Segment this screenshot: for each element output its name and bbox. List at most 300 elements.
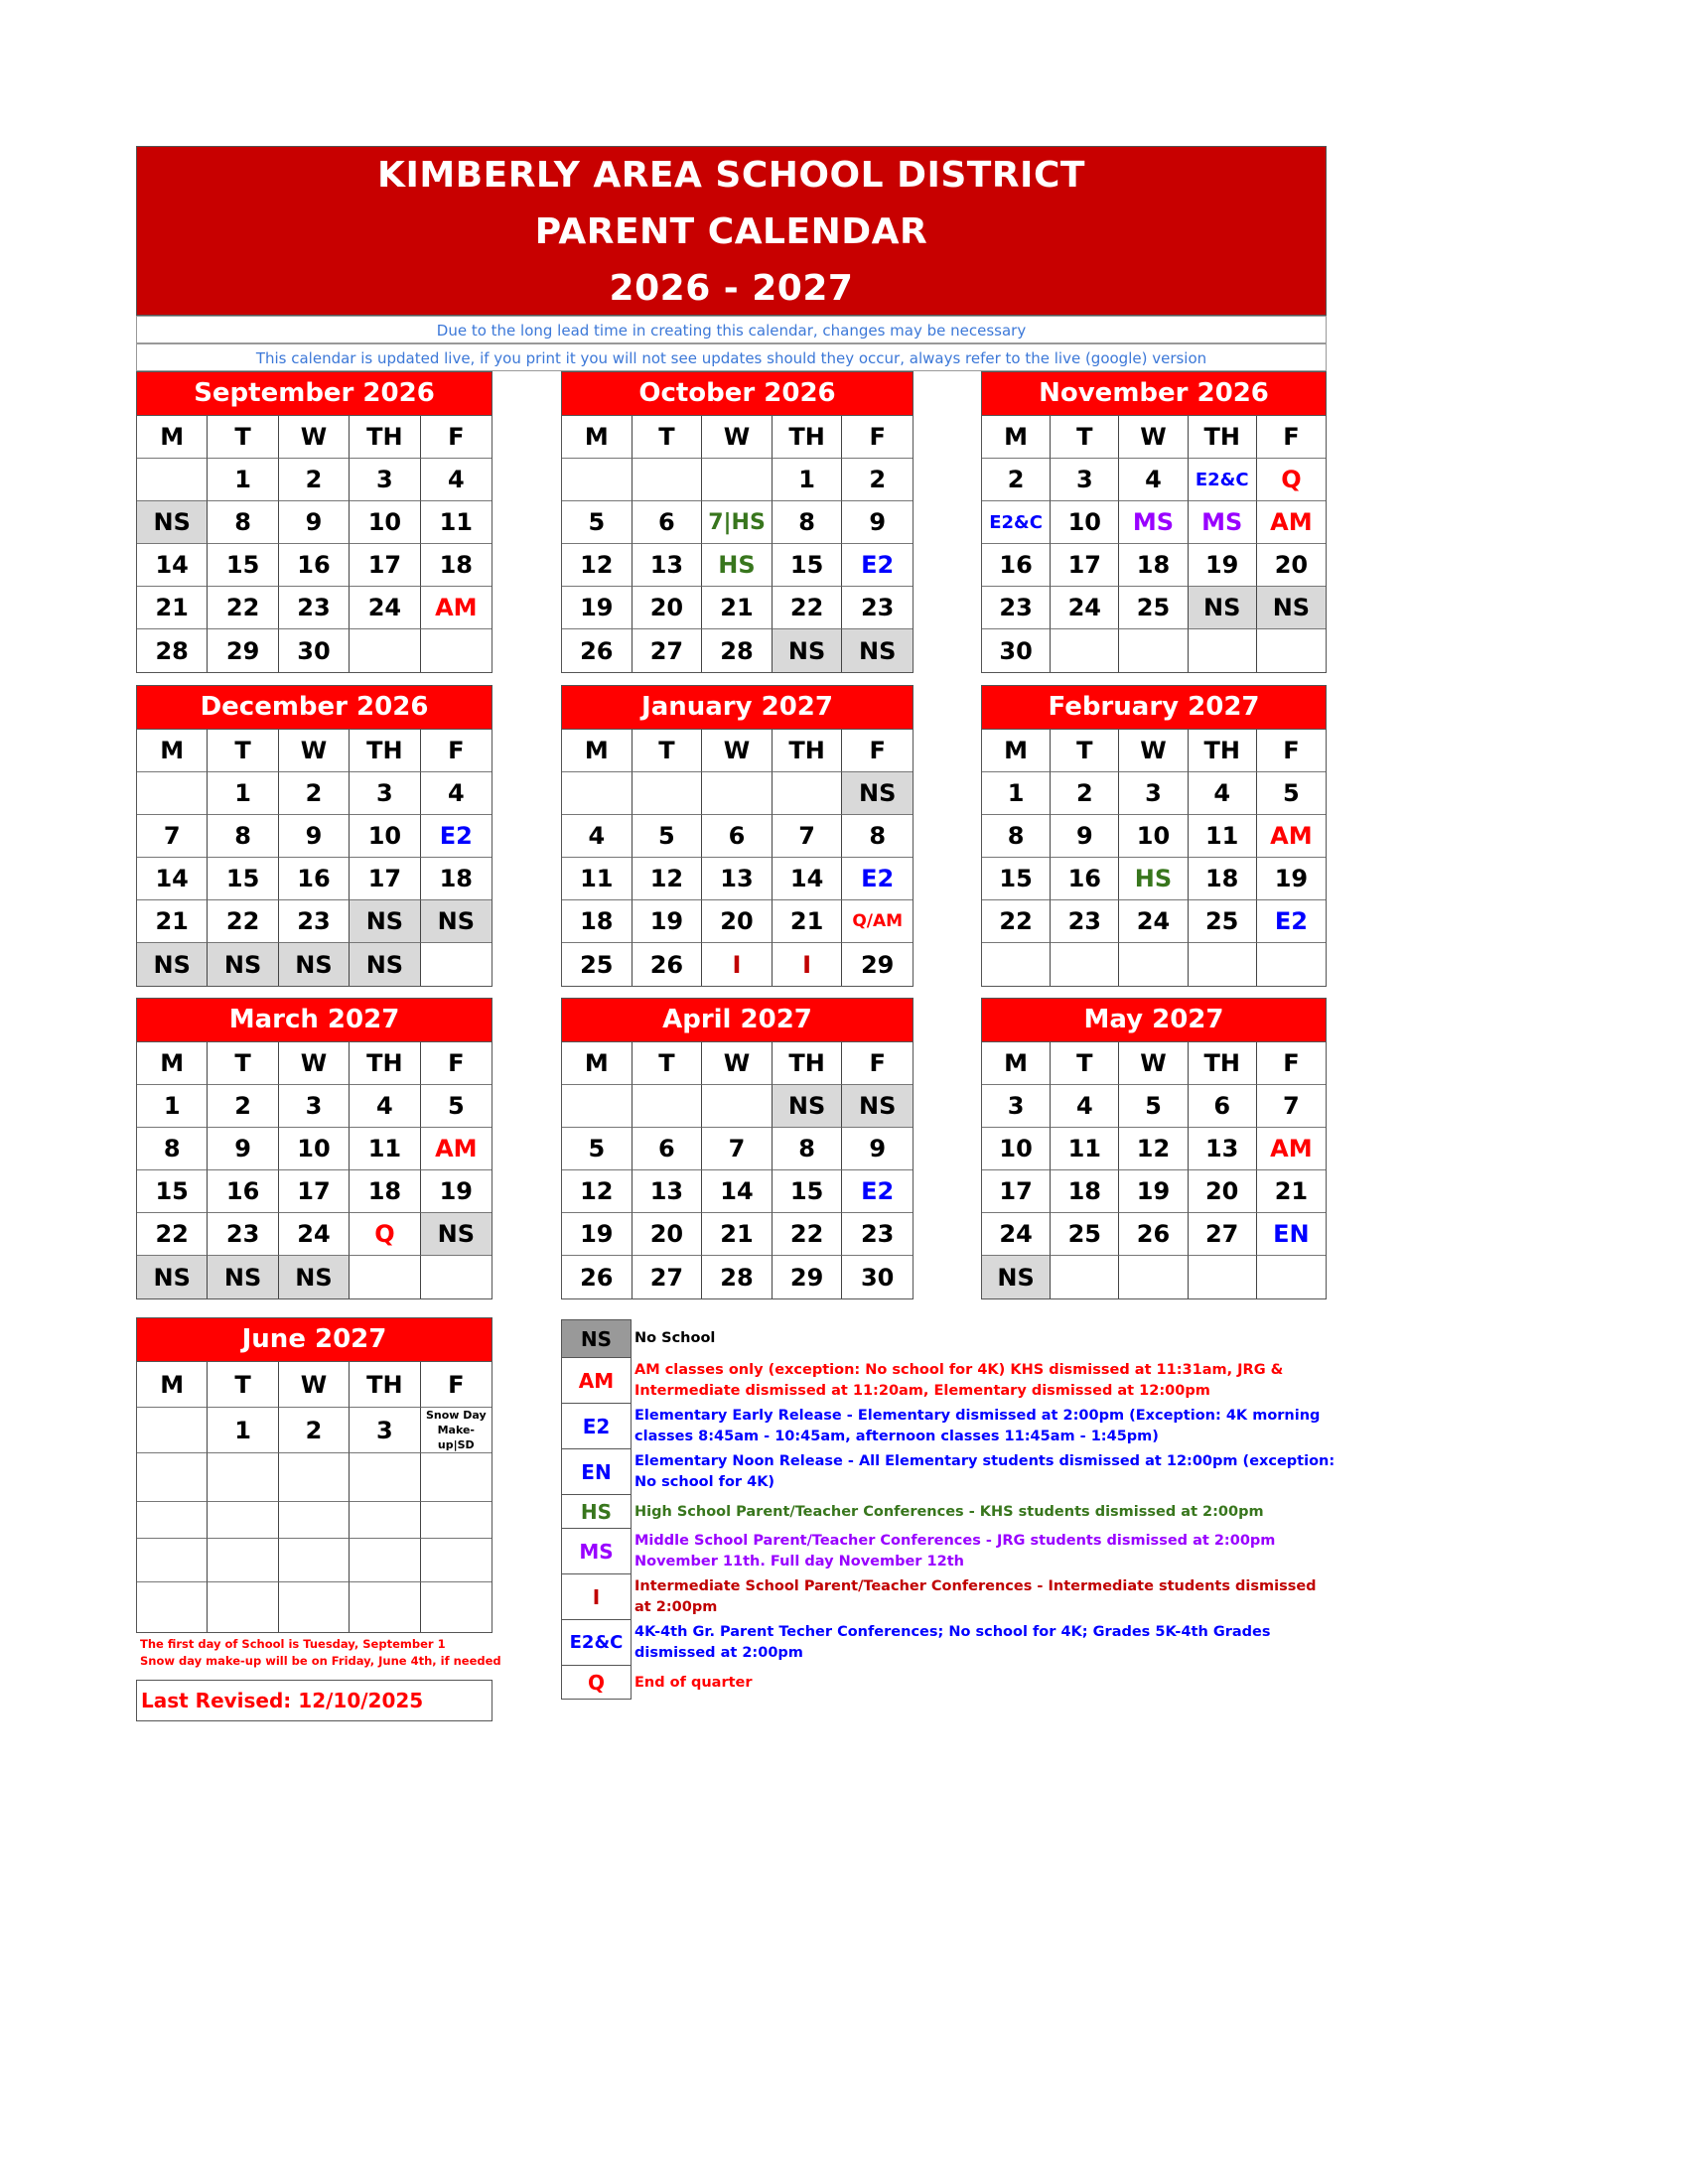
- month-title: April 2027: [562, 999, 913, 1042]
- day-cell: 3: [1119, 772, 1188, 815]
- legend-row: [561, 1404, 1336, 1449]
- legend-description: End of quarter: [634, 1674, 753, 1691]
- day-cell: [982, 943, 1051, 986]
- day-cell: 24: [1119, 900, 1188, 943]
- day-cell: 8: [773, 501, 843, 544]
- weekday-header: TH: [350, 1042, 420, 1085]
- day-cell: 5: [562, 501, 633, 544]
- month-october-2026: [561, 371, 914, 673]
- day-cell: 14: [702, 1170, 773, 1213]
- day-cell: 19: [562, 1213, 633, 1256]
- day-cell: [562, 459, 633, 501]
- day-cell-ns: NS: [773, 1085, 843, 1128]
- day-cell: 23: [982, 587, 1051, 629]
- day-cell: 9: [279, 815, 350, 858]
- weekday-header: W: [702, 730, 773, 772]
- day-cell: 24: [350, 587, 420, 629]
- day-cell: 1: [208, 772, 278, 815]
- day-cell: [1051, 629, 1119, 672]
- month-february-2027: [981, 685, 1327, 987]
- day-cell: 23: [1051, 900, 1119, 943]
- day-cell: [1257, 943, 1326, 986]
- month-title: June 2027: [137, 1318, 492, 1362]
- weekday-header: F: [1257, 1042, 1326, 1085]
- day-cell: 23: [208, 1213, 278, 1256]
- weekday-header: F: [842, 1042, 913, 1085]
- legend-row: [561, 1666, 1336, 1700]
- weekday-header: T: [208, 1042, 278, 1085]
- legend-code: I: [561, 1574, 632, 1620]
- day-cell-en: EN: [1257, 1213, 1326, 1256]
- day-cell: 9: [842, 1128, 913, 1170]
- day-cell: 23: [842, 587, 913, 629]
- day-cell-ns: NS: [842, 629, 913, 672]
- day-cell-e2c: E2&C: [982, 501, 1051, 544]
- weekday-header: F: [1257, 416, 1326, 459]
- weekday-header: M: [982, 730, 1051, 772]
- month-title: September 2026: [137, 372, 492, 416]
- day-cell-am: AM: [1257, 501, 1326, 544]
- legend-row: [561, 1358, 1336, 1404]
- day-cell: 7: [137, 815, 208, 858]
- day-cell: [137, 1408, 208, 1453]
- day-cell: 25: [1051, 1213, 1119, 1256]
- day-cell: 16: [1051, 858, 1119, 900]
- day-cell: 20: [633, 1213, 703, 1256]
- day-cell: 26: [562, 629, 633, 672]
- day-cell: 20: [702, 900, 773, 943]
- day-cell: [1051, 1256, 1119, 1298]
- day-cell-am: AM: [1257, 815, 1326, 858]
- weekday-header: F: [421, 730, 492, 772]
- day-cell: 11: [1189, 815, 1257, 858]
- weekday-header: W: [279, 730, 350, 772]
- day-cell: [1257, 1256, 1326, 1298]
- day-cell: [208, 1582, 278, 1632]
- day-cell: 18: [350, 1170, 420, 1213]
- day-cell: 21: [773, 900, 843, 943]
- day-cell: 3: [1051, 459, 1119, 501]
- day-cell: [633, 772, 703, 815]
- day-cell: 19: [421, 1170, 492, 1213]
- school-year: 2026 - 2027: [609, 268, 854, 309]
- weekday-header: F: [421, 416, 492, 459]
- day-cell: 19: [1257, 858, 1326, 900]
- day-cell: [1119, 629, 1188, 672]
- last-revised: Last Revised: 12/10/2025: [136, 1680, 492, 1721]
- day-cell: 23: [279, 900, 350, 943]
- day-cell: [421, 1453, 492, 1502]
- day-cell: 21: [137, 900, 208, 943]
- day-cell: 1: [773, 459, 843, 501]
- weekday-header: M: [562, 1042, 633, 1085]
- day-cell: 19: [1189, 544, 1257, 587]
- day-cell: 5: [1257, 772, 1326, 815]
- day-cell: 24: [279, 1213, 350, 1256]
- month-january-2027: [561, 685, 914, 987]
- day-cell: 15: [137, 1170, 208, 1213]
- day-cell-ns: NS: [137, 1256, 208, 1298]
- weekday-header: T: [1051, 416, 1119, 459]
- day-cell: 2: [1051, 772, 1119, 815]
- day-cell: [208, 1539, 278, 1582]
- day-cell-e2: E2: [421, 815, 492, 858]
- legend-code: MS: [561, 1529, 632, 1574]
- legend-description: Intermediate School Parent/Teacher Conferences - Intermediate students dismissed at 2:00pm: [634, 1578, 1317, 1615]
- day-cell: 23: [279, 587, 350, 629]
- day-cell: 9: [842, 501, 913, 544]
- weekday-header: TH: [350, 416, 420, 459]
- day-cell-ms: MS: [1189, 501, 1257, 544]
- day-cell: 14: [137, 544, 208, 587]
- day-cell: 15: [208, 544, 278, 587]
- legend-description: No School: [634, 1330, 716, 1346]
- day-cell: [421, 1502, 492, 1539]
- day-cell: 28: [702, 629, 773, 672]
- day-cell: 26: [633, 943, 703, 986]
- month-december-2026: [136, 685, 492, 987]
- weekday-header: F: [421, 1042, 492, 1085]
- day-cell-ns: NS: [982, 1256, 1051, 1298]
- day-cell: 8: [982, 815, 1051, 858]
- day-cell: [1189, 629, 1257, 672]
- day-cell: 12: [633, 858, 703, 900]
- legend-description: High School Parent/Teacher Conferences - KHS students dismissed at 2:00pm: [634, 1503, 1264, 1520]
- changes-notice: Due to the long lead time in creating this calendar, changes may be necessary: [136, 316, 1327, 343]
- day-cell: [702, 1085, 773, 1128]
- day-cell-ns: NS: [421, 1213, 492, 1256]
- day-cell: 18: [562, 900, 633, 943]
- day-cell-ns: NS: [1189, 587, 1257, 629]
- day-cell: 16: [208, 1170, 278, 1213]
- day-cell: [562, 1085, 633, 1128]
- day-cell-q: Q: [1257, 459, 1326, 501]
- day-cell-ns: NS: [350, 900, 420, 943]
- day-cell: [350, 1582, 420, 1632]
- legend: [561, 1319, 1336, 1700]
- day-cell: 2: [982, 459, 1051, 501]
- month-title: May 2027: [982, 999, 1326, 1042]
- day-cell-e2: E2: [1257, 900, 1326, 943]
- day-cell: 8: [842, 815, 913, 858]
- day-cell: 22: [137, 1213, 208, 1256]
- weekday-header: W: [279, 1362, 350, 1408]
- day-cell: 6: [1189, 1085, 1257, 1128]
- day-cell: 28: [702, 1256, 773, 1298]
- day-cell: 8: [773, 1128, 843, 1170]
- legend-code: HS: [561, 1495, 632, 1529]
- weekday-header: F: [842, 416, 913, 459]
- day-cell-ns: NS: [421, 900, 492, 943]
- day-cell: [1051, 943, 1119, 986]
- day-cell: [773, 772, 843, 815]
- day-cell-ns: NS: [773, 629, 843, 672]
- weekday-header: TH: [773, 416, 843, 459]
- day-cell-ns: NS: [842, 772, 913, 815]
- day-cell: 26: [562, 1256, 633, 1298]
- day-cell: 13: [633, 1170, 703, 1213]
- day-cell-q: Q: [350, 1213, 420, 1256]
- day-cell: 13: [633, 544, 703, 587]
- month-november-2026: [981, 371, 1327, 673]
- june-notes: [140, 1636, 501, 1670]
- day-cell: [279, 1502, 350, 1539]
- weekday-header: M: [562, 730, 633, 772]
- day-cell: 27: [633, 1256, 703, 1298]
- day-cell: 8: [208, 815, 278, 858]
- day-cell: 5: [421, 1085, 492, 1128]
- legend-description: AM classes only (exception: No school for 4K) KHS dismissed at 11:31am, JRG & Intermediate dismissed at 11:20am, Elementary dismissed at 12:00pm: [634, 1362, 1284, 1399]
- day-cell: 18: [1119, 544, 1188, 587]
- day-cell: [279, 1582, 350, 1632]
- day-cell: 1: [982, 772, 1051, 815]
- day-cell: 2: [279, 772, 350, 815]
- day-cell: [350, 1502, 420, 1539]
- day-cell-qam: Q/AM: [842, 900, 913, 943]
- day-cell: 29: [208, 629, 278, 672]
- day-cell: 13: [1189, 1128, 1257, 1170]
- day-cell: 27: [1189, 1213, 1257, 1256]
- month-september-2026: [136, 371, 492, 673]
- day-cell: 22: [982, 900, 1051, 943]
- day-cell: 16: [279, 544, 350, 587]
- day-cell-e2c: E2&C: [1189, 459, 1257, 501]
- day-cell: 10: [279, 1128, 350, 1170]
- day-cell: 8: [208, 501, 278, 544]
- day-cell: 1: [208, 1408, 278, 1453]
- day-cell: [702, 459, 773, 501]
- legend-description: 4K-4th Gr. Parent Techer Conferences; No school for 4K; Grades 5K-4th Grades dismissed at 2:00pm: [634, 1624, 1271, 1661]
- day-cell: 26: [1119, 1213, 1188, 1256]
- weekday-header: T: [1051, 730, 1119, 772]
- month-title: December 2026: [137, 686, 492, 730]
- calendar-title: PARENT CALENDAR: [534, 211, 928, 252]
- day-cell: 3: [279, 1085, 350, 1128]
- weekday-header: TH: [1189, 730, 1257, 772]
- day-cell-ns: NS: [279, 1256, 350, 1298]
- day-cell: 21: [702, 1213, 773, 1256]
- day-cell: 11: [1051, 1128, 1119, 1170]
- day-cell: 2: [208, 1085, 278, 1128]
- day-cell-hsn: 7|HS: [702, 501, 773, 544]
- day-cell: 7: [702, 1128, 773, 1170]
- day-cell: [208, 1453, 278, 1502]
- day-cell: 9: [279, 501, 350, 544]
- day-cell: [633, 1085, 703, 1128]
- day-cell: [208, 1502, 278, 1539]
- day-cell-e2: E2: [842, 1170, 913, 1213]
- legend-code: Q: [561, 1666, 632, 1700]
- day-cell: 10: [1119, 815, 1188, 858]
- day-cell-sd: Snow Day Make-up|SD: [421, 1408, 492, 1453]
- calendar-header: [136, 146, 1327, 316]
- month-title: October 2026: [562, 372, 913, 416]
- day-cell: 4: [1051, 1085, 1119, 1128]
- day-cell: 12: [562, 544, 633, 587]
- day-cell: 6: [633, 501, 703, 544]
- day-cell: 17: [1051, 544, 1119, 587]
- day-cell: 19: [1119, 1170, 1188, 1213]
- weekday-header: F: [1257, 730, 1326, 772]
- day-cell: [421, 1539, 492, 1582]
- weekday-header: TH: [1189, 416, 1257, 459]
- day-cell: [421, 629, 492, 672]
- day-cell: 2: [279, 459, 350, 501]
- day-cell: [1119, 1256, 1188, 1298]
- day-cell-am: AM: [1257, 1128, 1326, 1170]
- day-cell-ns: NS: [137, 943, 208, 986]
- day-cell: [350, 1453, 420, 1502]
- day-cell: 15: [208, 858, 278, 900]
- weekday-header: M: [137, 730, 208, 772]
- legend-description: Elementary Early Release - Elementary dismissed at 2:00pm (Exception: 4K morning classes 8:45am - 10:45am, afternoon classes 11:45am - 1:45pm): [634, 1408, 1321, 1444]
- legend-code: E2&C: [561, 1620, 632, 1666]
- day-cell: 10: [350, 501, 420, 544]
- legend-code: AM: [561, 1358, 632, 1404]
- day-cell: 24: [1051, 587, 1119, 629]
- day-cell: 12: [1119, 1128, 1188, 1170]
- day-cell: [702, 772, 773, 815]
- day-cell-am: AM: [421, 1128, 492, 1170]
- day-cell: [421, 1582, 492, 1632]
- day-cell: [1189, 1256, 1257, 1298]
- day-cell: 20: [1189, 1170, 1257, 1213]
- month-march-2027: [136, 998, 492, 1299]
- day-cell: 30: [279, 629, 350, 672]
- day-cell-hs: HS: [702, 544, 773, 587]
- day-cell: 15: [773, 1170, 843, 1213]
- day-cell: 27: [633, 629, 703, 672]
- day-cell-ns: NS: [208, 1256, 278, 1298]
- day-cell-i: I: [702, 943, 773, 986]
- weekday-header: M: [137, 416, 208, 459]
- snow-day-note: Snow day make-up will be on Friday, June 4th, if needed: [140, 1654, 501, 1668]
- day-cell: 18: [421, 544, 492, 587]
- weekday-header: W: [702, 1042, 773, 1085]
- day-cell: 20: [1257, 544, 1326, 587]
- day-cell: 25: [562, 943, 633, 986]
- day-cell: [279, 1453, 350, 1502]
- day-cell-ns: NS: [279, 943, 350, 986]
- day-cell: 14: [137, 858, 208, 900]
- day-cell: 30: [860, 1263, 895, 1292]
- month-june-2027: [136, 1317, 492, 1633]
- day-cell: 22: [208, 900, 278, 943]
- legend-row: [561, 1495, 1336, 1529]
- day-cell: 10: [982, 1128, 1051, 1170]
- day-cell: 22: [208, 587, 278, 629]
- day-cell: 9: [1051, 815, 1119, 858]
- day-cell: 17: [982, 1170, 1051, 1213]
- day-cell-hs: HS: [1119, 858, 1188, 900]
- weekday-header: T: [633, 1042, 703, 1085]
- day-cell: [350, 629, 420, 672]
- month-title: November 2026: [982, 372, 1326, 416]
- day-cell: 5: [1119, 1085, 1188, 1128]
- weekday-header: F: [842, 730, 913, 772]
- day-cell-e2: E2: [842, 544, 913, 587]
- weekday-header: T: [208, 1362, 278, 1408]
- day-cell: 3: [350, 1408, 420, 1453]
- day-cell: 19: [562, 587, 633, 629]
- weekday-header: M: [982, 416, 1051, 459]
- weekday-header: W: [702, 416, 773, 459]
- day-cell: 21: [702, 587, 773, 629]
- weekday-header: T: [208, 730, 278, 772]
- day-cell-i: I: [773, 943, 843, 986]
- day-cell: 21: [137, 587, 208, 629]
- day-cell: [350, 1256, 420, 1298]
- day-cell: 25: [1119, 587, 1188, 629]
- day-cell: 19: [633, 900, 703, 943]
- month-may-2027: [981, 998, 1327, 1299]
- day-cell: 4: [350, 1085, 420, 1128]
- weekday-header: M: [137, 1362, 208, 1408]
- legend-row: [561, 1620, 1336, 1666]
- weekday-header: W: [279, 416, 350, 459]
- day-cell: [137, 1453, 208, 1502]
- day-cell: 18: [1189, 858, 1257, 900]
- day-cell-ns: NS: [1257, 587, 1326, 629]
- day-cell: 14: [773, 858, 843, 900]
- first-day-note: The first day of School is Tuesday, September 1: [140, 1637, 446, 1651]
- weekday-header: W: [279, 1042, 350, 1085]
- month-title: March 2027: [137, 999, 492, 1042]
- day-cell: 4: [421, 772, 492, 815]
- day-cell: 24: [982, 1213, 1051, 1256]
- day-cell: 28: [137, 629, 208, 672]
- day-cell: [562, 772, 633, 815]
- day-cell: [1257, 629, 1326, 672]
- legend-code: E2: [561, 1404, 632, 1449]
- day-cell: 11: [421, 501, 492, 544]
- weekday-header: T: [1051, 1042, 1119, 1085]
- month-title: January 2027: [562, 686, 913, 730]
- day-cell: 7: [1257, 1085, 1326, 1128]
- day-cell: 23: [842, 1213, 913, 1256]
- day-cell: 15: [773, 544, 843, 587]
- day-cell: 6: [633, 1128, 703, 1170]
- weekday-header: W: [1119, 1042, 1188, 1085]
- day-cell: 1: [137, 1085, 208, 1128]
- weekday-header: TH: [350, 1362, 420, 1408]
- live-update-notice: This calendar is updated live, if you print it you will not see updates should they occur, always refer to the live (google) version: [136, 343, 1327, 371]
- day-cell: 17: [350, 858, 420, 900]
- day-cell-ns: NS: [350, 943, 420, 986]
- day-cell: [1189, 943, 1257, 986]
- day-cell: 21: [1257, 1170, 1326, 1213]
- weekday-header: M: [982, 1042, 1051, 1085]
- day-cell: 22: [773, 587, 843, 629]
- day-cell: [137, 1502, 208, 1539]
- legend-row: [561, 1449, 1336, 1495]
- day-cell: 11: [562, 858, 633, 900]
- day-cell-ns: NS: [208, 943, 278, 986]
- day-cell: 7: [773, 815, 843, 858]
- day-cell: 18: [1051, 1170, 1119, 1213]
- day-cell: 4: [421, 459, 492, 501]
- day-cell: [137, 1539, 208, 1582]
- day-cell-am: AM: [421, 587, 492, 629]
- day-cell: 16: [279, 858, 350, 900]
- day-cell: 13: [702, 858, 773, 900]
- day-cell: 5: [633, 815, 703, 858]
- day-cell-ns: NS: [137, 501, 208, 544]
- weekday-header: TH: [350, 730, 420, 772]
- legend-row: [561, 1574, 1336, 1620]
- day-cell: 15: [982, 858, 1051, 900]
- day-cell: 6: [702, 815, 773, 858]
